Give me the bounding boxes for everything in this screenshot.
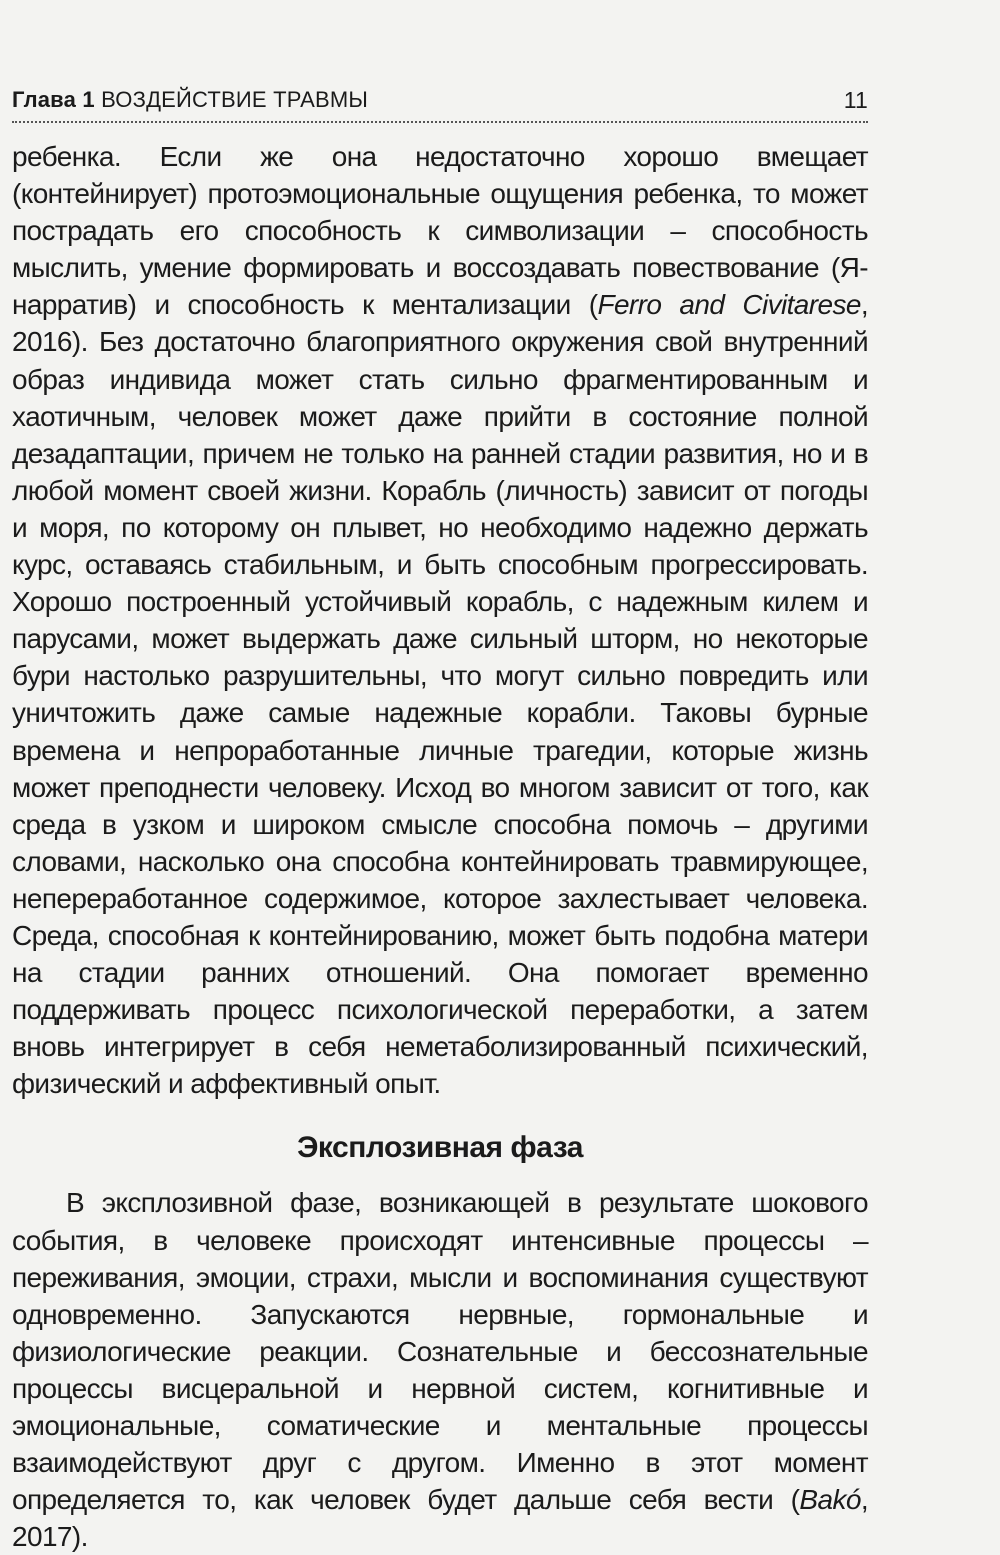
body-text	[12, 138, 868, 1555]
paragraph-text: , 2016). Без достаточно благоприятного окружения свой внутренний образ индивида может стать сильно фрагментированным и хаотичным, человек может даже прийти в состояние полной дезадаптации, причем не только на ранней стадии развития, но и в любой момент своей жизни. Корабль (личность) зависит от погоды и моря, по которому он плывет, но необходимо надежно держать курс, оставаясь стабильным, и быть способным прогрессировать. Хорошо построенный устойчивый корабль, с надежным килем и парусами, может выдержать даже сильный шторм, но некоторые бури настолько разрушительны, что могут сильно повредить или уничтожить даже самые надежные корабли. Таковы бурные времена и непроработанные личные трагедии, которые жизнь может преподнести человеку. Исход во многом зависит от того, как среда в узком и широком смысле способна помочь – другими словами, насколько она способна контейнировать травмирующее, непереработанное содержимое, которое захлестывает человека. Среда, способная к контейнированию, может быть подобна матери на стадии ранних отношений. Она помогает временно поддерживать процесс психологической переработки, а затем вновь интегрирует в себя неметаболизированный психический, физический и аффективный опыт.	[12, 289, 869, 1100]
header-dotted-rule	[12, 121, 868, 123]
section-paragraph	[12, 1184, 868, 1555]
paragraph-continued	[12, 138, 868, 1102]
section-heading: Эксплозивная фаза	[297, 1131, 583, 1165]
paragraph-text: , 2017).	[12, 1484, 868, 1553]
paragraph-text: В эксплозивной фазе, возникающей в результате шокового события, в человеке происходят интенсивные процессы – переживания, эмоции, страхи, мысли и воспоминания существуют одновременно. Запускаются нервные, гормональные и физиологические реакции. Сознательные и бессознательные процессы висцеральной и нервной систем, когнитивные и эмоциональные, соматические и ментальные процессы взаимодействуют друг с другом. Именно в этот момент определяется то, как человек будет дальше себя вести (	[12, 1187, 868, 1516]
page-number: 11	[843, 87, 868, 113]
chapter-label: Глава 1	[12, 87, 95, 112]
paragraph-text: ребенка. Если же она недостаточно хорошо вмещает (контейнирует) протоэмоциональные ощущения ребенка, то может пострадать его способность к символизации – способность мыслить, умение формировать и воссоздавать повествование (Я-нарратив) и способность к ментализации (	[12, 141, 868, 321]
citation-author: Bakó	[799, 1484, 861, 1516]
citation-author: Ferro and Civitarese	[597, 289, 861, 321]
chapter-title: ВОЗДЕЙСТВИЕ ТРАВМЫ	[101, 87, 369, 112]
running-header	[12, 86, 868, 118]
